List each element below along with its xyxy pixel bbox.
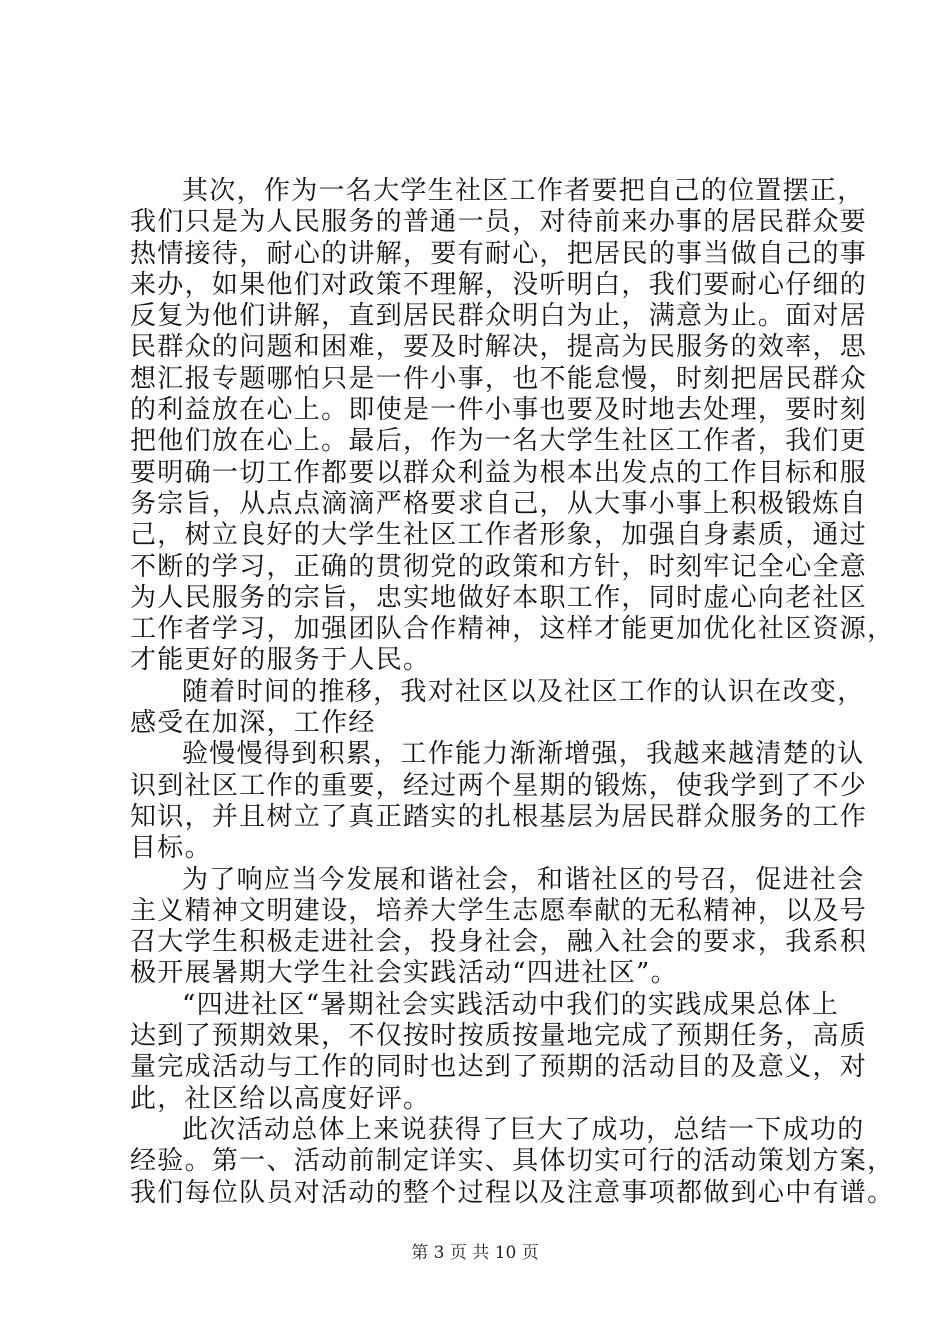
text-line: 经验。第一、活动前制定详实、具体切实可行的活动策划方案，	[130, 1146, 895, 1177]
text-line: 识到社区工作的重要，经过两个星期的锻炼，使我学到了不少	[130, 770, 868, 801]
text-line: 极开展暑期大学生社会实践活动“四进社区”。	[130, 958, 678, 989]
text-line: 达到了预期效果，不仅按时按质按量地完成了预期任务，高质	[130, 1021, 868, 1052]
text-line: 不断的学习，正确的贯彻党的政策和方针，时刻牢记全心全意	[130, 551, 868, 582]
text-line: 想汇报专题哪怕只是一件小事，也不能怠慢，时刻把居民群众	[130, 363, 868, 394]
text-line: 务宗旨，从点点滴滴严格要求自己，从大事小事上积极锻炼自	[130, 488, 868, 519]
text-line: 此，社区给以高度好评。	[130, 1083, 431, 1114]
text-line: 热情接待，耐心的讲解，要有耐心，把居民的事当做自己的事	[130, 238, 868, 269]
text-line: 来办，如果他们对政策不理解，没听明白，我们要耐心仔细的	[130, 269, 868, 300]
text-line: “四进社区“暑期社会实践活动中我们的实践成果总体上	[182, 989, 840, 1020]
text-line: 民群众的问题和困难，要及时解决，提高为民服务的效率，思	[130, 332, 868, 363]
text-line: 为了响应当今发展和谐社会，和谐社区的号召，促进社会	[182, 864, 865, 895]
text-line: 的利益放在心上。即使是一件小事也要及时地去处理，要时刻	[130, 395, 868, 426]
text-line: 感受在加深，工作经	[130, 708, 376, 739]
text-line: 知识，并且树立了真正踏实的扎根基层为居民群众服务的工作	[130, 801, 868, 832]
text-line: 要明确一切工作都要以群众利益为根本出发点的工作目标和服	[130, 457, 868, 488]
text-line: 主义精神文明建设，培养大学生志愿奉献的无私精神，以及号	[130, 895, 868, 926]
text-line: 目标。	[130, 833, 212, 864]
text-line: 工作者学习，加强团队合作精神，这样才能更加优化社区资源，	[130, 614, 895, 645]
text-line: 验慢慢得到积累，工作能力渐渐增强，我越来越清楚的认	[182, 739, 865, 770]
text-line: 我们只是为人民服务的普通一员，对待前来办事的居民群众要	[130, 207, 868, 238]
text-line: 反复为他们讲解，直到居民群众明白为止，满意为止。面对居	[130, 301, 868, 332]
text-line: 为人民服务的宗旨，忠实地做好本职工作，同时虚心向老社区	[130, 582, 868, 613]
text-line: 其次，作为一名大学生社区工作者要把自己的位置摆正，	[182, 176, 865, 206]
document-body	[130, 176, 895, 1209]
text-line: 召大学生积极走进社会，投身社会，融入社会的要求，我系积	[130, 927, 868, 958]
text-line: 把他们放在心上。最后，作为一名大学生社区工作者，我们更	[130, 426, 868, 457]
text-line: 才能更好的服务于人民。	[130, 645, 431, 676]
page-footer: 第 3 页 共 10 页	[411, 1243, 539, 1263]
text-line: 随着时间的推移，我对社区以及社区工作的认识在改变，	[182, 676, 865, 707]
text-line: 此次活动总体上来说获得了巨大了成功，总结一下成功的	[182, 1114, 865, 1145]
text-line: 我们每位队员对活动的整个过程以及注意事项都做到心中有谱。	[130, 1177, 895, 1208]
text-line: 量完成活动与工作的同时也达到了预期的活动目的及意义，对	[130, 1052, 868, 1083]
text-line: 己，树立良好的大学生社区工作者形象，加强自身素质，通过	[130, 520, 868, 551]
